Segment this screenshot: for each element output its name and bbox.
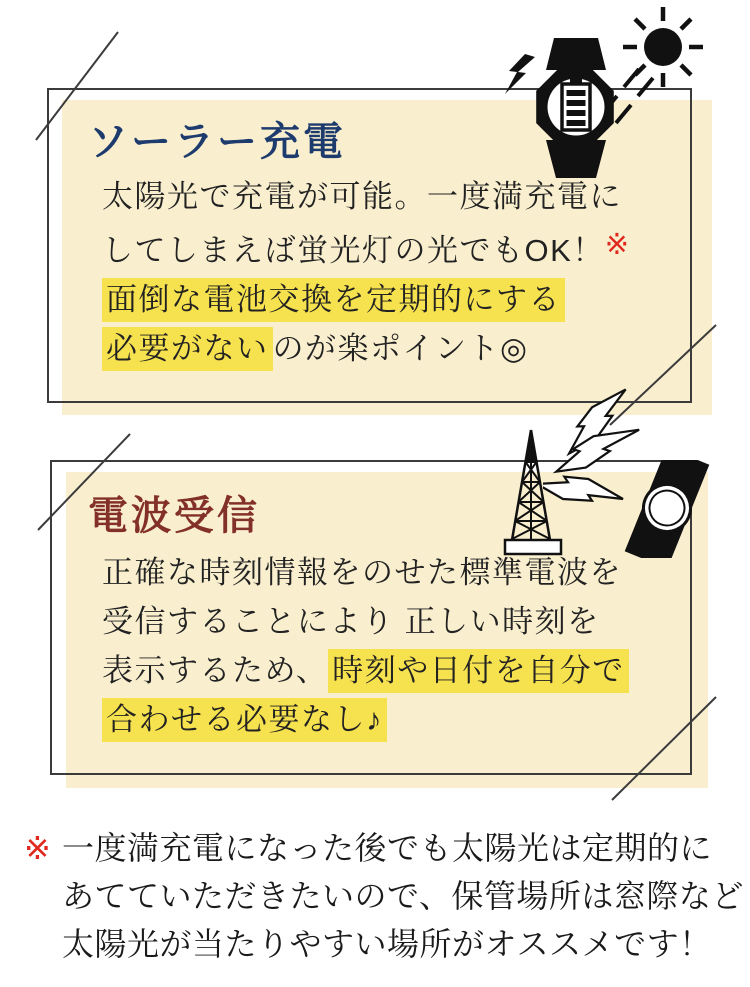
solar-body-line4: 必要がない のが楽ポイント◎ bbox=[102, 324, 629, 373]
highlighted-text: 必要がない bbox=[102, 327, 273, 371]
solar-body-text bbox=[102, 172, 629, 373]
solar-body-line1: 太陽光で充電が可能。一度満充電に bbox=[102, 179, 622, 214]
asterisk-mark: ※ bbox=[24, 830, 51, 866]
footnote-line1: ※ 一度満充電になった後でも太陽光は定期的に bbox=[24, 824, 744, 872]
footnote-line2: あてていただきたいので、保管場所は窓際など bbox=[62, 878, 744, 914]
lightning-bolt-icon bbox=[505, 54, 539, 98]
solar-body-line3 bbox=[102, 275, 629, 324]
radio-body-line3: 表示するため、 時刻や日付を自分で bbox=[102, 646, 629, 695]
highlighted-text: 面倒な電池交換を定期的にする bbox=[102, 278, 565, 322]
analog-watch-icon bbox=[622, 460, 730, 558]
footnote bbox=[24, 824, 744, 968]
radio-body-text bbox=[102, 548, 629, 744]
highlighted-text: 時刻や日付を自分で bbox=[328, 649, 629, 693]
radio-body-line4 bbox=[102, 695, 629, 744]
radio-body-line1: 正確な時刻情報をのせた標準電波を bbox=[102, 555, 622, 590]
radio-section-title: 電波受信 bbox=[88, 494, 260, 538]
radio-body-line2: 受信することにより 正しい時刻を bbox=[102, 604, 600, 639]
highlighted-text: 合わせる必要なし♪ bbox=[102, 698, 387, 742]
footnote-line3: 太陽光が当たりやすい場所がオススメです！ bbox=[62, 926, 712, 962]
footnote-reference-mark: ※ bbox=[604, 229, 630, 261]
solar-body-line2: してしまえば蛍光灯の光でもOK！※ bbox=[102, 229, 630, 268]
battery-icon bbox=[562, 78, 590, 130]
solar-section-title: ソーラー充電 bbox=[88, 120, 346, 164]
watch-battery-icon bbox=[529, 32, 623, 182]
